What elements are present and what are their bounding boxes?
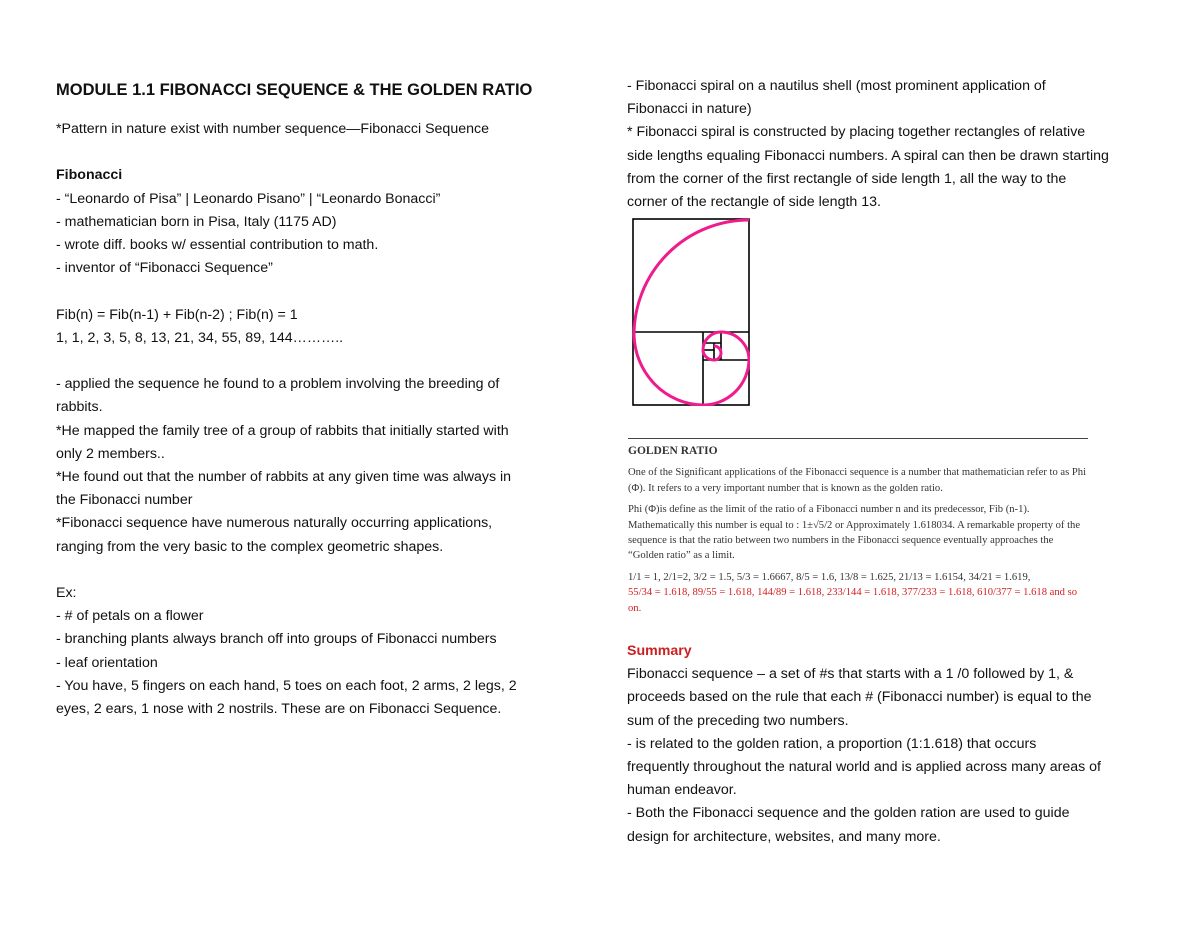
rabbit-line: ranging from the very basic to the complex geometric shapes.: [56, 538, 444, 555]
rabbit-line: only 2 members..: [56, 445, 165, 462]
rabbit-line: *He mapped the family tree of a group of rabbits that initially started with: [56, 422, 509, 439]
golden-ratio-ratios-black: 1/1 = 1, 2/1=2, 3/2 = 1.5, 5/3 = 1.6667, 8/5 = 1.6, 13/8 = 1.625, 21/13 = 1.6154, 34/21 = 1.619,: [628, 571, 1031, 583]
golden-ratio-rule: [628, 438, 1088, 439]
summary-line: - is related to the golden ration, a proportion (1:1.618) that occurs: [627, 735, 1037, 752]
spiral-curve: [634, 220, 749, 405]
golden-ratio-p2b: Mathematically this number is equal to : 1±√5/2 or Approximately 1.618034. A remarkable property of the sequence is that the ratio between two numbers in the Fibonacci sequence eventually approaches the “Golden ratio” as a limit.: [628, 519, 1081, 562]
rabbit-line: rabbits.: [56, 399, 103, 416]
ex-item: - leaf orientation: [56, 654, 158, 671]
summary-section: [627, 640, 1167, 849]
summary-line: sum of the preceding two numbers.: [627, 712, 849, 729]
left-column: [56, 78, 576, 721]
golden-ratio-ratios-red: 55/34 = 1.618, 89/55 = 1.618, 144/89 = 1.618, 233/144 = 1.618, 377/233 = 1.618, 610/377 = 1.618 and so on.: [628, 587, 1078, 614]
spiral-line: side lengths equaling Fibonacci numbers. A spiral can then be drawn starting: [627, 147, 1109, 164]
spiral-line: Fibonacci in nature): [627, 101, 752, 118]
fib-item: - “Leonardo of Pisa” | Leonardo Pisano” | “Leonardo Bonacci”: [56, 190, 441, 207]
golden-ratio-image: [628, 438, 1088, 622]
spiral-line: * Fibonacci spiral is constructed by placing together rectangles of relative: [627, 124, 1086, 141]
spiral-line: from the corner of the first rectangle of side length 1, all the way to the: [627, 170, 1067, 187]
spiral-line: corner of the rectangle of side length 13.: [627, 194, 881, 211]
summary-line: human endeavor.: [627, 782, 737, 799]
ex-item: - # of petals on a flower: [56, 608, 204, 625]
rabbit-line: the Fibonacci number: [56, 492, 193, 509]
fib-formula: Fib(n) = Fib(n-1) + Fib(n-2) ; Fib(n) = 1: [56, 306, 298, 323]
fib-item: - inventor of “Fibonacci Sequence”: [56, 260, 273, 277]
summary-heading: Summary: [627, 643, 692, 659]
fib-item: - wrote diff. books w/ essential contribution to math.: [56, 237, 379, 253]
summary-line: frequently throughout the natural world and is applied across many areas of: [627, 759, 1101, 776]
golden-ratio-p1: One of the Significant applications of the Fibonacci sequence is a number that mathematician refer to as Phi (Φ). It refers to a very important number that is known as the golden ratio.: [628, 467, 1087, 494]
intro-text: *Pattern in nature exist with number sequence—Fibonacci Sequence: [56, 121, 489, 137]
module-title: MODULE 1.1 FIBONACCI SEQUENCE & THE GOLDEN RATIO: [56, 81, 533, 99]
fibonacci-spiral-image: [632, 218, 750, 406]
summary-line: Fibonacci sequence – a set of #s that starts with a 1 /0 followed by 1, &: [627, 666, 1074, 683]
summary-line: - Both the Fibonacci sequence and the golden ration are used to guide: [627, 805, 1070, 822]
rabbit-line: *Fibonacci sequence have numerous naturally occurring applications,: [56, 515, 493, 532]
ex-item: - branching plants always branch off into groups of Fibonacci numbers: [56, 631, 497, 648]
right-column: [627, 75, 1157, 214]
summary-line: design for architecture, websites, and many more.: [627, 828, 941, 845]
golden-ratio-heading: GOLDEN RATIO: [628, 445, 718, 457]
rabbit-line: *He found out that the number of rabbits at any given time was always in: [56, 469, 512, 485]
ex-heading: Ex:: [56, 585, 77, 601]
ex-item: - You have, 5 fingers on each hand, 5 toes on each foot, 2 arms, 2 legs, 2: [56, 677, 517, 694]
fib-sequence: 1, 1, 2, 3, 5, 8, 13, 21, 34, 55, 89, 144………..: [56, 329, 344, 346]
rabbit-line: - applied the sequence he found to a problem involving the breeding of: [56, 376, 500, 393]
fibonacci-heading: Fibonacci: [56, 167, 123, 184]
spiral-line: - Fibonacci spiral on a nautilus shell (most prominent application of: [627, 78, 1046, 94]
fib-item: - mathematician born in Pisa, Italy (1175 AD): [56, 213, 337, 230]
summary-line: proceeds based on the rule that each # (Fibonacci number) is equal to the: [627, 689, 1092, 706]
ex-item: eyes, 2 ears, 1 nose with 2 nostrils. These are on Fibonacci Sequence.: [56, 701, 502, 718]
golden-ratio-p2a: Phi (Φ)is define as the limit of the ratio of a Fibonacci number n and its predecessor, Fib (n-1).: [628, 504, 1030, 516]
